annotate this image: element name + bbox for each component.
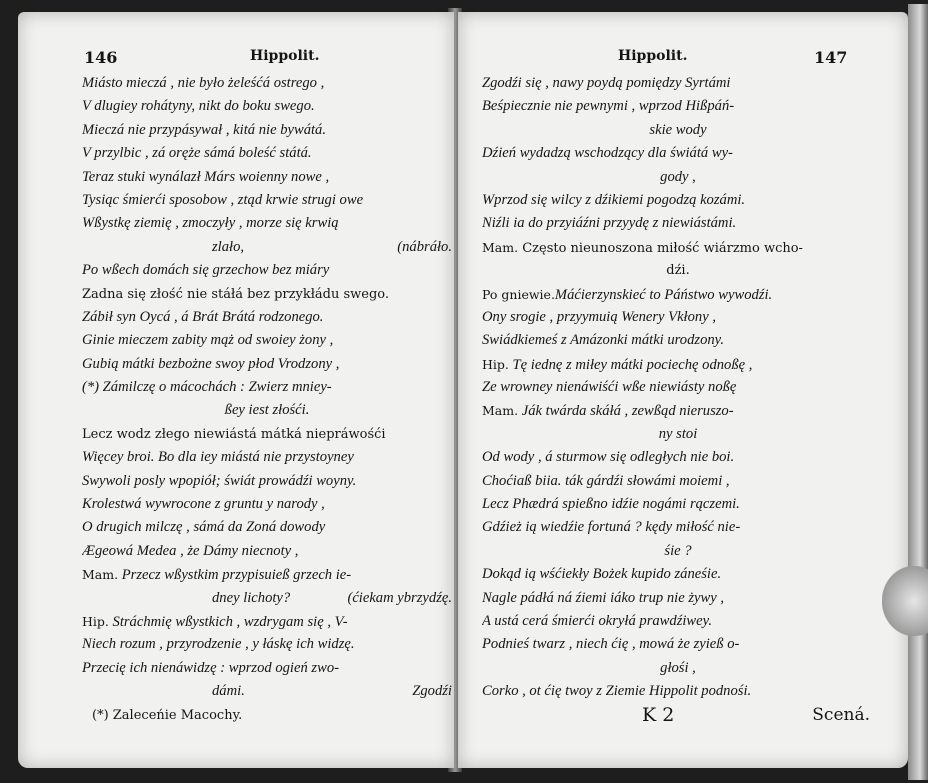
line-text: Dźień wydadzą wschodzący dla świátá wy- xyxy=(482,145,733,162)
line-text: Ginie mieczem zabity mąż od swoiey żony , xyxy=(82,332,334,349)
line-text: gody , xyxy=(660,168,696,185)
text-line xyxy=(482,95,874,118)
text-line xyxy=(482,166,874,189)
speaker-label: Mam. xyxy=(482,239,519,255)
text-line xyxy=(482,657,874,680)
line-text: Niech rozum , przyrodzenie , y łáskę ich widzę. xyxy=(82,636,355,653)
line-turnover: (nábráło. xyxy=(397,238,452,255)
text-line xyxy=(82,72,452,95)
line-text: Mieczá nie przypásywał , kitá nie bywátá. xyxy=(82,121,326,138)
text-line xyxy=(82,516,452,539)
signature-line xyxy=(482,704,874,727)
line-text: V przylbic , zá oręże sámá boleść státá. xyxy=(82,145,312,162)
text-line xyxy=(82,399,452,422)
line-text: Miásto mieczá , nie było żeleśćá ostrego , xyxy=(82,75,325,91)
line-text: Gubią mátki bezbożne swoy płod Vrodzony , xyxy=(82,355,340,372)
text-line xyxy=(482,283,874,306)
text-line xyxy=(82,493,452,516)
line-text: Często nieunoszona miłość wiárzmo wcho- xyxy=(518,240,803,256)
text-line xyxy=(82,563,452,586)
text-line xyxy=(482,376,874,399)
text-line xyxy=(482,423,874,446)
text-line xyxy=(482,236,874,259)
line-text: O drugich milczę , sámá da Zoná dowody xyxy=(82,519,326,536)
text-line xyxy=(82,259,452,282)
text-line xyxy=(482,516,874,539)
line-text: Niźli ia do przyiáźni przyydę z niewiástámi. xyxy=(482,215,737,232)
line-text: ßey iest złośći. xyxy=(224,402,310,419)
text-line xyxy=(482,587,874,610)
signature-mark: K 2 xyxy=(642,703,675,726)
text-line xyxy=(482,329,874,352)
text-line xyxy=(82,423,452,446)
text-line xyxy=(82,680,452,703)
text-line xyxy=(82,306,452,329)
text-line xyxy=(82,283,452,306)
line-turnover: (ćiekam ybrzydźę. xyxy=(347,589,452,606)
line-text: głośi , xyxy=(660,659,696,676)
line-text: Tę iednę z miłey mátki pociechę odnoßę , xyxy=(508,356,753,373)
right-page xyxy=(458,12,908,768)
line-text: śie ? xyxy=(664,542,692,559)
line-text: Gdźież ią wiedźie fortuná ? kędy miłość nie- xyxy=(482,519,741,536)
text-line xyxy=(482,119,874,142)
text-line xyxy=(82,353,452,376)
line-text: Lecz Phædrá spießno idźie nogámi rączemi. xyxy=(482,496,740,513)
text-line xyxy=(82,633,452,656)
left-page-header xyxy=(18,44,454,66)
line-text: V dlugiey rohátyny, nikt do boku swego. xyxy=(82,98,315,115)
speaker-label: Mam. xyxy=(482,403,519,419)
line-text: Ják twárda skáłá , zewßąd nieruszo- xyxy=(518,403,734,420)
text-line xyxy=(482,470,874,493)
speaker-label: Mam. xyxy=(82,567,119,583)
line-text: Lecz wodz złego niewiástá mátká niepráwośći xyxy=(82,426,386,442)
line-text: Ze wrowney nienáwiśći wße niewiásty noßę xyxy=(482,379,737,396)
text-line xyxy=(82,329,452,352)
text-line xyxy=(482,72,874,95)
page-edge xyxy=(908,4,928,780)
line-text: (*) Zámilczę o mácochách : Zwierz mniey- xyxy=(82,379,332,396)
speaker-label: Hip. xyxy=(482,356,509,372)
page-number: 147 xyxy=(814,48,848,67)
line-text: Corko , ot ćię twoy z Ziemie Hippolit podnośi. xyxy=(482,683,752,700)
text-line xyxy=(82,610,452,633)
text-line xyxy=(482,610,874,633)
text-line xyxy=(82,540,452,563)
text-line xyxy=(482,540,874,563)
text-line xyxy=(482,306,874,329)
line-text: Wprzod się wilcy z dźikiemi pogodzą kozámi. xyxy=(482,191,746,208)
line-text: Beśpiecznie nie pewnymi , wprzod Hißpáń- xyxy=(482,98,735,115)
text-line xyxy=(482,189,874,212)
line-text: Wßystkę ziemię , zmoczyły , morze się krwią xyxy=(82,215,339,232)
line-text: Zgodźi się , nawy poydą pomiędzy Syrtámi xyxy=(482,75,731,91)
text-line xyxy=(482,142,874,165)
text-line xyxy=(82,166,452,189)
line-turnover: Zgodźi xyxy=(412,683,452,700)
line-text: Stráchmię wßystkich , wzdrygam się , V- xyxy=(108,613,348,630)
text-line xyxy=(82,446,452,469)
line-text: Przecię ich nienáwidzę : wprzod ogień zwo- xyxy=(82,659,339,676)
right-page-header xyxy=(458,44,908,66)
text-line xyxy=(82,95,452,118)
speaker-label: Hip. xyxy=(82,613,109,629)
left-page xyxy=(18,12,454,768)
stage-lead: Po gniewie. xyxy=(482,286,555,302)
footnote: (*) Zaleceńie Macochy. xyxy=(92,707,243,723)
text-line xyxy=(482,446,874,469)
text-line xyxy=(82,212,452,235)
line-text: dámi. xyxy=(212,683,245,700)
line-text: Zábił syn Oycá , á Brát Brátá rodzonego. xyxy=(82,308,324,325)
line-text: dźi. xyxy=(666,263,690,279)
text-line xyxy=(82,119,452,142)
page-number: 146 xyxy=(84,48,118,67)
line-text: skie wody xyxy=(649,121,707,138)
line-text: Od wody , á sturmow się odległych nie boi. xyxy=(482,449,735,466)
thumb-shadow xyxy=(882,566,928,636)
line-text: Zadna się złość nie stáłá bez przykłádu swego. xyxy=(82,286,390,302)
line-text: ny stoi xyxy=(658,425,698,442)
running-head: Hippolit. xyxy=(618,48,688,64)
line-text: Po wßech domách się grzechow bez miáry xyxy=(82,262,330,279)
line-text: Tysiąc śmierći sposobow , ztąd krwie strugi owe xyxy=(82,191,364,208)
text-line xyxy=(482,212,874,235)
line-text: Krolestwá wywrocone z gruntu y narody , xyxy=(82,496,325,513)
text-line xyxy=(482,680,874,703)
catchword: Scená. xyxy=(812,704,870,725)
text-line xyxy=(82,657,452,680)
text-line xyxy=(82,189,452,212)
line-text: A ustá cerá śmierći okryłá prawdźiwey. xyxy=(482,612,712,629)
line-text: Swiádkiemeś z Amázonki mátki urodzony. xyxy=(482,332,724,349)
line-text: Nagle pádłá ná źiemi iáko trup nie żywy , xyxy=(482,589,724,606)
line-text: Ægeowá Medea , że Dámy niecnoty , xyxy=(82,542,299,559)
text-line xyxy=(482,563,874,586)
text-line xyxy=(482,633,874,656)
text-line xyxy=(82,236,452,259)
line-text: Choćiaß biia. ták gárdźi słowámi moiemi , xyxy=(482,472,730,489)
running-head: Hippolit. xyxy=(250,48,320,64)
text-line xyxy=(482,493,874,516)
line-text: Przecz wßystkim przypisuieß grzech ie- xyxy=(118,567,352,584)
line-text: dney lichoty? xyxy=(212,589,291,606)
line-text: Ony srogie , przyymuią Wenery Vkłony , xyxy=(482,308,716,325)
left-text-block xyxy=(82,72,452,727)
line-text: Teraz stuki wynálazł Márs woienny nowe , xyxy=(82,168,330,185)
line-text: Podnieś twarz , niech ćię , mowá że zyieß o- xyxy=(482,636,740,653)
text-line xyxy=(482,353,874,376)
line-text: zlało, xyxy=(212,238,245,255)
text-line xyxy=(82,376,452,399)
line-text: Więcey broi. Bo dla iey miástá nie przystoyney xyxy=(82,449,354,466)
text-line xyxy=(482,399,874,422)
line-text: Máćierzynskieć to Páństwo wywodźi. xyxy=(554,286,773,303)
text-line xyxy=(82,587,452,610)
text-line xyxy=(482,259,874,282)
right-text-block xyxy=(482,72,874,727)
line-text: Dokąd ią wśćiekły Bożek kupido záneśie. xyxy=(482,566,722,583)
text-line xyxy=(82,470,452,493)
line-text: Swywoli posly wpopiół; świát prowádźi woyny. xyxy=(82,472,357,489)
text-line xyxy=(82,142,452,165)
